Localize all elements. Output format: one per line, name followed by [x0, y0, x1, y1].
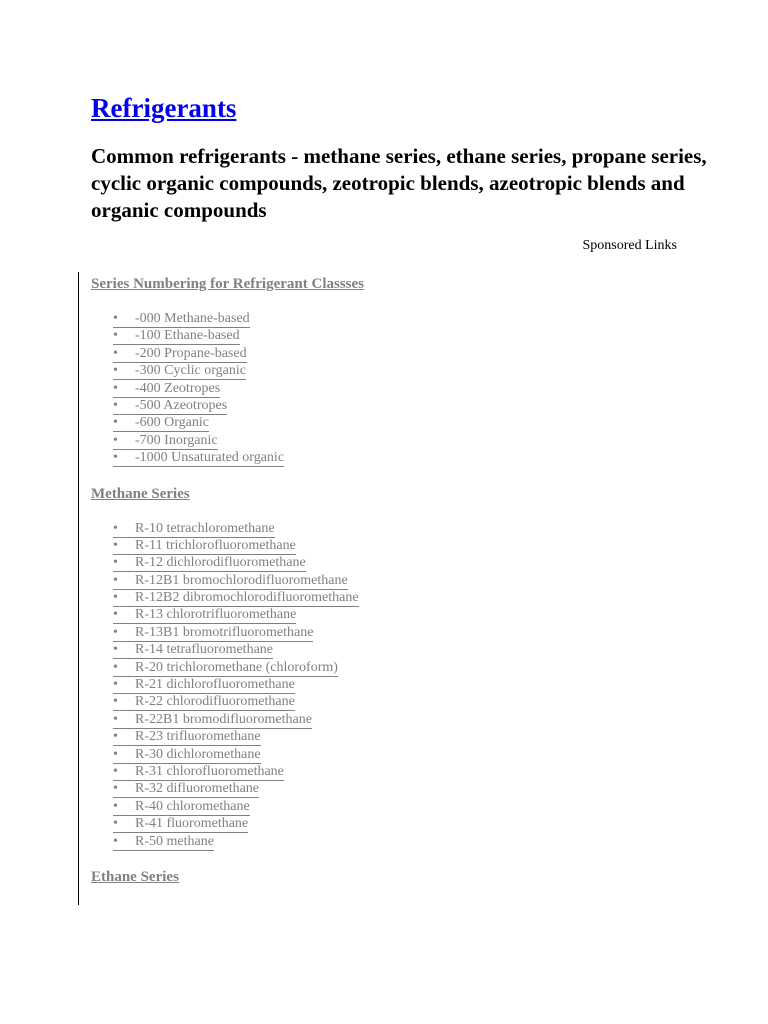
list-item	[113, 815, 691, 832]
bullet-icon: •	[113, 380, 118, 396]
list-item	[113, 310, 691, 327]
list-item-link[interactable]	[113, 642, 273, 659]
methane-series-list	[91, 520, 691, 850]
list-item-label: R-32 difluoromethane	[135, 781, 260, 797]
list-item	[113, 589, 691, 606]
bullet-icon: •	[113, 572, 118, 588]
list-item	[113, 798, 691, 815]
bullet-icon: •	[113, 607, 118, 623]
list-item-link[interactable]	[113, 398, 227, 415]
list-item-label: -700 Inorganic	[135, 432, 218, 448]
bullet-icon: •	[113, 659, 118, 675]
list-item-label: -300 Cyclic organic	[135, 363, 246, 379]
list-item	[113, 414, 691, 431]
list-item-link[interactable]	[113, 625, 313, 642]
bullet-icon: •	[113, 763, 118, 779]
list-item-link[interactable]	[113, 363, 246, 380]
page-subtitle: Common refrigerants - methane series, ethane series, propane series, cyclic organic compounds, zeotropic blends, azeotropic blends and organic compounds	[91, 144, 707, 222]
list-item-label: -600 Organic	[135, 415, 209, 431]
list-item-label: -000 Methane-based	[135, 311, 250, 326]
list-item-label: -200 Propane-based	[135, 345, 247, 361]
list-item-link[interactable]	[113, 834, 214, 851]
bullet-icon: •	[113, 520, 118, 536]
list-item-link[interactable]	[113, 712, 312, 729]
list-item	[113, 432, 691, 449]
list-item-label: R-12B2 dibromochlorodifluoromethane	[135, 590, 359, 606]
list-item	[113, 746, 691, 763]
list-item-label: -1000 Unsaturated organic	[135, 450, 285, 466]
list-item-link[interactable]	[113, 538, 296, 555]
bullet-icon: •	[113, 363, 118, 379]
bullet-icon: •	[113, 677, 118, 693]
list-item	[113, 606, 691, 623]
list-item-link[interactable]	[113, 694, 295, 711]
list-item	[113, 380, 691, 397]
list-item-link[interactable]	[113, 346, 247, 363]
list-item-link[interactable]	[113, 328, 240, 345]
list-item	[113, 833, 691, 850]
list-item-label: R-10 tetrachloromethane	[135, 520, 275, 536]
list-item	[113, 659, 691, 676]
list-item-link[interactable]	[113, 747, 261, 764]
sponsored-links-label: Sponsored Links	[582, 238, 677, 253]
bullet-icon: •	[113, 746, 118, 762]
bullet-icon: •	[113, 833, 118, 849]
bullet-icon: •	[113, 397, 118, 413]
list-item-label: R-50 methane	[135, 833, 214, 849]
list-item-label: -100 Ethane-based	[135, 328, 240, 344]
bullet-icon: •	[113, 537, 118, 553]
list-item-label: R-12 dichlorodifluoromethane	[135, 555, 306, 571]
list-item-link[interactable]	[113, 729, 261, 746]
section-heading-methane-series[interactable]: Methane Series	[91, 485, 190, 502]
bullet-icon: •	[113, 345, 118, 361]
bullet-icon: •	[113, 590, 118, 606]
content-left-border	[78, 272, 79, 905]
bullet-icon: •	[113, 729, 118, 745]
list-item-label: R-40 chloromethane	[135, 798, 250, 814]
list-item-link[interactable]	[113, 311, 250, 328]
list-item	[113, 362, 691, 379]
list-item-link[interactable]	[113, 573, 348, 590]
list-item-link[interactable]	[113, 521, 275, 538]
list-item-link[interactable]	[113, 781, 259, 798]
list-item	[113, 711, 691, 728]
page-title[interactable]: Refrigerants	[91, 93, 237, 123]
list-item-link[interactable]	[113, 799, 250, 816]
list-item-label: R-20 trichloromethane (chloroform)	[135, 659, 338, 675]
list-item-link[interactable]	[113, 590, 359, 607]
bullet-icon: •	[113, 328, 118, 344]
list-item-link[interactable]	[113, 816, 248, 833]
list-item	[113, 327, 691, 344]
bullet-icon: •	[113, 432, 118, 448]
list-item-label: -500 Azeotropes	[135, 397, 228, 413]
list-item-label: R-12B1 bromochlorodifluoromethane	[135, 572, 348, 588]
list-item	[113, 763, 691, 780]
list-item-link[interactable]	[113, 607, 296, 624]
list-item	[113, 345, 691, 362]
bullet-icon: •	[113, 642, 118, 658]
list-item-label: R-31 chlorofluoromethane	[135, 763, 284, 779]
bullet-icon: •	[113, 624, 118, 640]
series-numbering-list	[91, 310, 691, 467]
section-heading-series-numbering[interactable]: Series Numbering for Refrigerant Classses	[91, 276, 365, 292]
list-item-label: R-14 tetrafluoromethane	[135, 642, 274, 658]
list-item	[113, 537, 691, 554]
bullet-icon: •	[113, 311, 118, 326]
list-item-label: R-13 chlorotrifluoromethane	[135, 607, 297, 623]
list-item	[113, 693, 691, 710]
list-item-label: R-23 trifluoromethane	[135, 729, 261, 745]
bullet-icon: •	[113, 450, 118, 466]
list-item	[113, 520, 691, 537]
bullet-icon: •	[113, 711, 118, 727]
list-item-label: R-21 dichlorofluoromethane	[135, 677, 295, 693]
list-item-link[interactable]	[113, 450, 284, 467]
list-item-link[interactable]	[113, 555, 306, 572]
bullet-icon: •	[113, 798, 118, 814]
section-heading-ethane-series[interactable]: Ethane Series	[91, 868, 179, 885]
list-item-link[interactable]	[113, 764, 284, 781]
list-item-label: R-22 chlorodifluoromethane	[135, 694, 295, 710]
list-item-label: R-30 dichloromethane	[135, 746, 261, 762]
list-item	[113, 676, 691, 693]
bullet-icon: •	[113, 555, 118, 571]
list-item-label: R-41 fluoromethane	[135, 816, 249, 832]
bullet-icon: •	[113, 694, 118, 710]
list-item-link[interactable]	[113, 433, 218, 450]
bullet-icon: •	[113, 816, 118, 832]
list-item	[113, 397, 691, 414]
list-item	[113, 728, 691, 745]
bullet-icon: •	[113, 415, 118, 431]
list-item-label: R-13B1 bromotrifluoromethane	[135, 624, 314, 640]
list-item	[113, 624, 691, 641]
list-item-label: -400 Zeotropes	[135, 380, 221, 396]
list-item-link[interactable]	[113, 677, 295, 694]
list-item-link[interactable]	[113, 415, 209, 432]
content-area	[91, 274, 691, 887]
list-item	[113, 572, 691, 589]
list-item	[113, 554, 691, 571]
bullet-icon: •	[113, 781, 118, 797]
list-item-label: R-22B1 bromodifluoromethane	[135, 711, 312, 727]
list-item-link[interactable]	[113, 381, 220, 398]
list-item-label: R-11 trichlorofluoromethane	[135, 537, 296, 553]
list-item	[113, 780, 691, 797]
list-item	[113, 641, 691, 658]
list-item-link[interactable]	[113, 660, 338, 677]
list-item	[113, 449, 691, 466]
